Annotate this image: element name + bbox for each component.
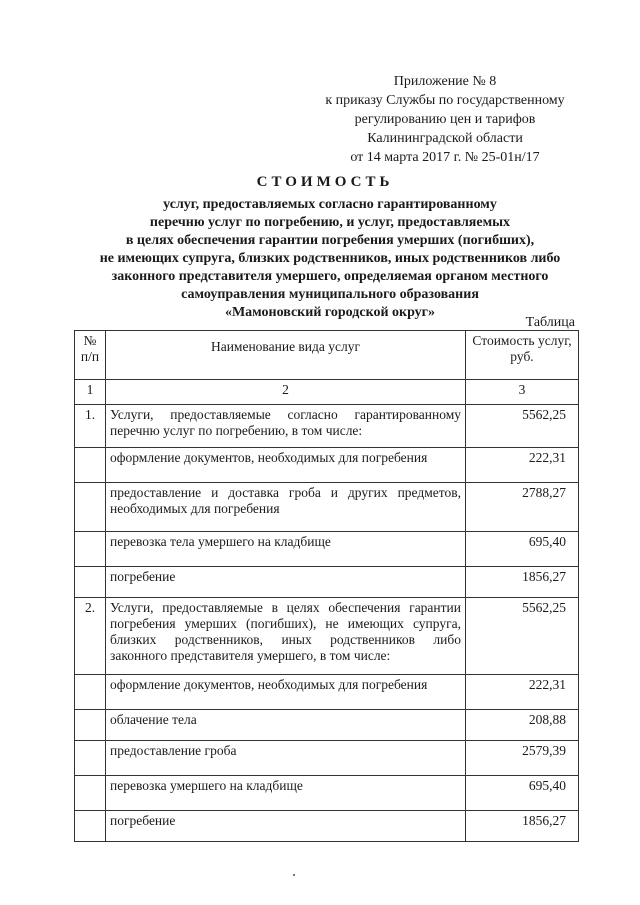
subtitle-line: не имеющих супруга, близких родственников, иных родственников либо xyxy=(99,251,561,266)
subtitle-line: самоуправления муниципального образования xyxy=(181,287,479,302)
column-index: 1 xyxy=(75,380,106,405)
row-service-name: предоставление гроба xyxy=(106,741,466,776)
row-cost: 5562,25 xyxy=(466,598,579,675)
row-num xyxy=(75,776,106,811)
table-row xyxy=(75,448,579,483)
row-num xyxy=(75,448,106,483)
row-service-name: облачение тела xyxy=(106,710,466,741)
row-service-name: оформление документов, необходимых для погребения xyxy=(106,448,466,483)
subtitle-line: услуг, предоставляемых согласно гарантированному xyxy=(163,197,497,212)
tariff-table xyxy=(74,330,579,842)
row-service-name: Услуги, предоставляемые согласно гарантированному перечню услуг по погребению, в том числе: xyxy=(106,405,466,448)
row-cost: 695,40 xyxy=(466,532,579,567)
row-num xyxy=(75,675,106,710)
row-cost: 1856,27 xyxy=(466,567,579,598)
appendix-line: Калининградской области xyxy=(367,131,523,146)
table-row xyxy=(75,483,579,532)
appendix-line: регулированию цен и тарифов xyxy=(354,112,536,127)
appendix-block xyxy=(300,72,590,167)
table-row xyxy=(75,710,579,741)
row-num: 2. xyxy=(75,598,106,675)
row-cost: 222,31 xyxy=(466,448,579,483)
row-num xyxy=(75,567,106,598)
row-num: 1. xyxy=(75,405,106,448)
row-num xyxy=(75,483,106,532)
header-num: № п/п xyxy=(75,331,106,380)
table-header-row xyxy=(75,331,579,380)
row-service-name: погребение xyxy=(106,567,466,598)
header-name: Наименование вида услуг xyxy=(106,331,466,380)
subtitle-line: законного представителя умершего, определяемая органом местного xyxy=(111,269,549,284)
row-service-name: оформление документов, необходимых для погребения xyxy=(106,675,466,710)
row-service-name: предоставление и доставка гроба и других предметов, необходимых для погребения xyxy=(106,483,466,532)
column-index: 2 xyxy=(106,380,466,405)
appendix-line: Приложение № 8 xyxy=(393,74,497,89)
appendix-line: к приказу Службы по государственному xyxy=(325,93,565,108)
document-subtitle xyxy=(50,196,610,322)
scan-mark xyxy=(293,874,295,876)
table-row xyxy=(75,675,579,710)
table-row xyxy=(75,532,579,567)
table-row xyxy=(75,598,579,675)
subtitle-line: перечню услуг по погребению, и услуг, предоставляемых xyxy=(149,215,511,230)
table-row xyxy=(75,811,579,842)
row-service-name: перевозка умершего на кладбище xyxy=(106,776,466,811)
table-row xyxy=(75,567,579,598)
table-label: Таблица xyxy=(525,315,575,330)
row-cost: 5562,25 xyxy=(466,405,579,448)
table-row xyxy=(75,405,579,448)
table-row xyxy=(75,741,579,776)
row-num xyxy=(75,741,106,776)
row-cost: 208,88 xyxy=(466,710,579,741)
row-cost: 2788,27 xyxy=(466,483,579,532)
table-row xyxy=(75,776,579,811)
row-service-name: перевозка тела умершего на кладбище xyxy=(106,532,466,567)
column-index: 3 xyxy=(466,380,579,405)
subtitle-line: в целях обеспечения гарантии погребения умерших (погибших), xyxy=(125,233,535,248)
row-cost: 1856,27 xyxy=(466,811,579,842)
row-num xyxy=(75,710,106,741)
row-service-name: погребение xyxy=(106,811,466,842)
column-index-row xyxy=(75,380,579,405)
header-cost: Стоимость услуг, руб. xyxy=(466,331,579,380)
row-num xyxy=(75,532,106,567)
row-cost: 2579,39 xyxy=(466,741,579,776)
row-cost: 695,40 xyxy=(466,776,579,811)
subtitle-line: «Мамоновский городской округ» xyxy=(224,305,436,320)
row-cost: 222,31 xyxy=(466,675,579,710)
row-service-name: Услуги, предоставляемые в целях обеспечения гарантии погребения умерших (погибших), не имеющих супруга, близких родственников, иных родственников либо законного представителя умершего, в том числе: xyxy=(106,598,466,675)
appendix-line: от 14 марта 2017 г. № 25-01н/17 xyxy=(350,150,540,165)
row-num xyxy=(75,811,106,842)
document-title: СТОИМОСТЬ xyxy=(256,174,394,190)
